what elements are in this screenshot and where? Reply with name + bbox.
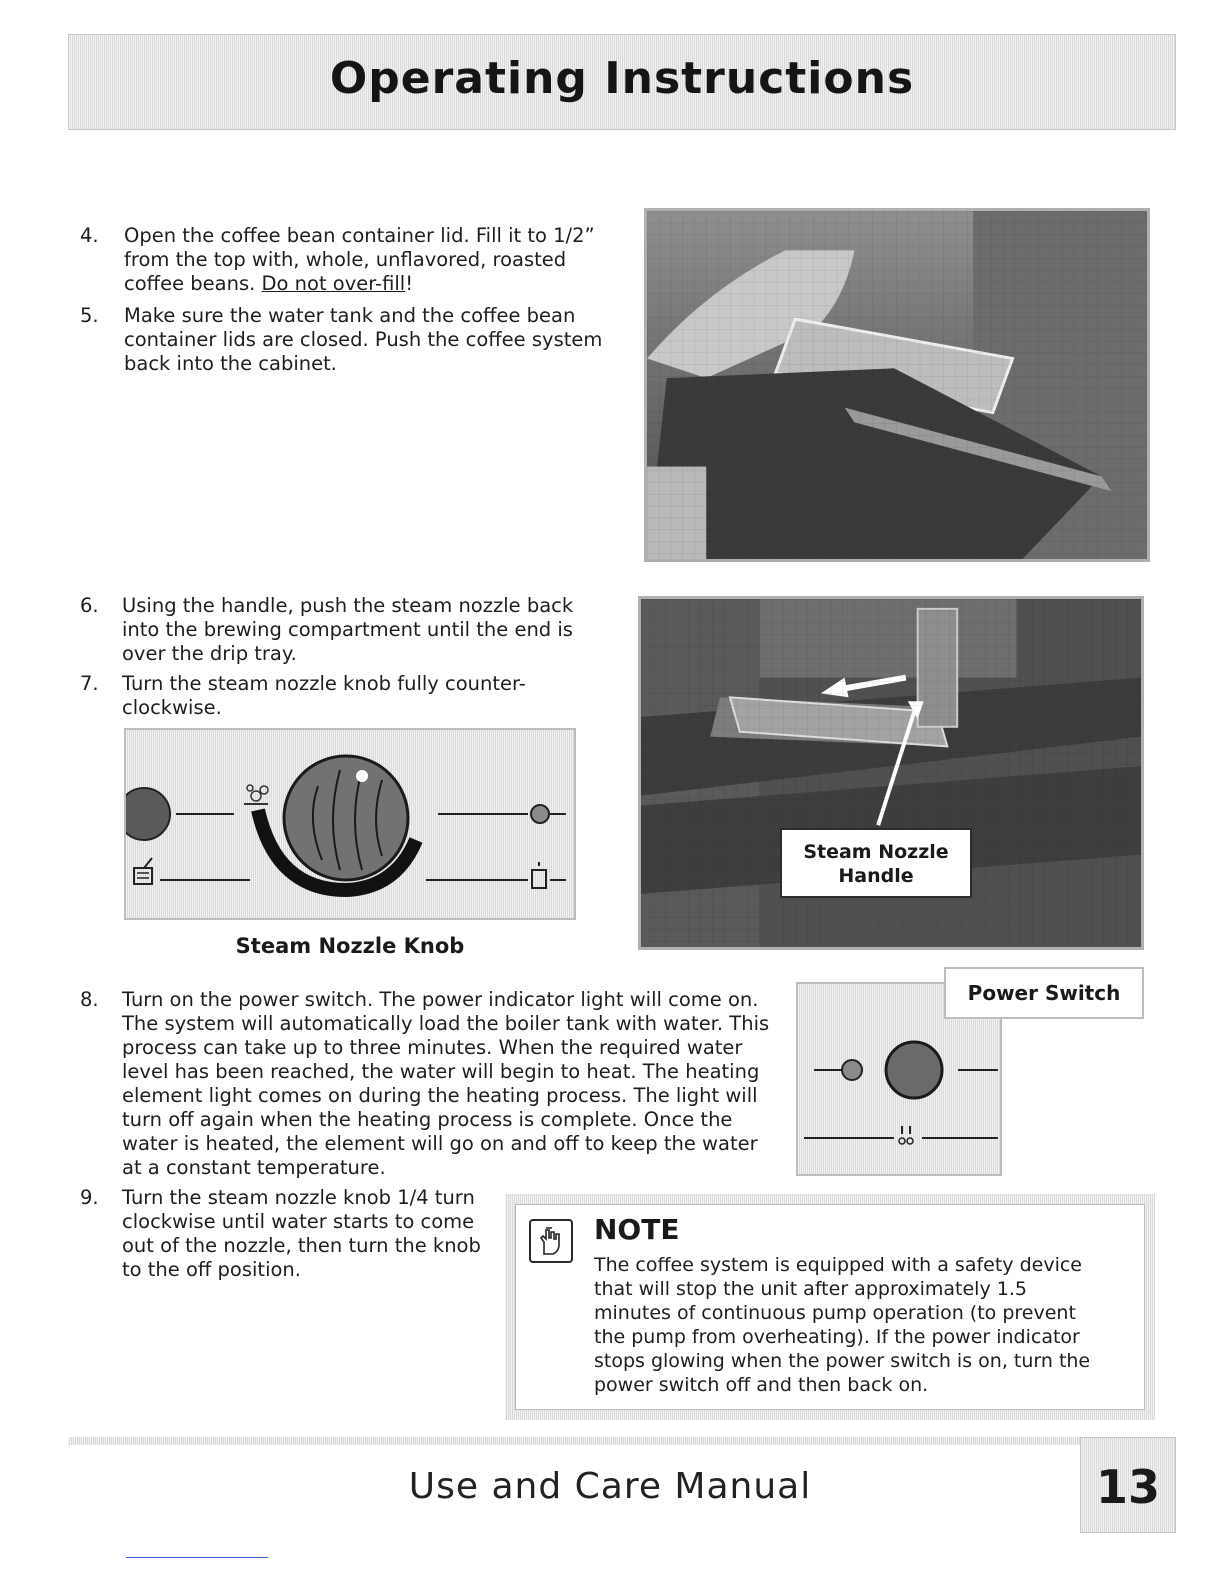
step-line — [124, 272, 644, 296]
cup-icon — [134, 858, 152, 884]
step-line: The system will automatically load the boiler tank with water. This — [122, 1012, 770, 1035]
step-number: 5. — [80, 304, 99, 327]
step-line: over the drip tray. — [122, 642, 297, 665]
step-line: water is heated, the element will go on and off to keep the water — [122, 1132, 758, 1155]
on-off-icon — [899, 1126, 913, 1144]
step-line: level has been reached, the water will begin to heat. The heating — [122, 1060, 760, 1083]
step-line: from the top with, whole, unflavored, roasted — [124, 248, 567, 271]
note-line: that will stop the unit after approximately 1.5 — [594, 1278, 1027, 1300]
step-line: element light comes on during the heating process. The light will — [122, 1084, 758, 1107]
knob-illustration — [126, 730, 576, 920]
step-line: clockwise until water starts to come — [122, 1210, 475, 1233]
note-line: minutes of continuous pump operation (to prevent — [594, 1302, 1076, 1324]
note-line: stops glowing when the power switch is on, turn the — [594, 1350, 1091, 1372]
bean-container-photo — [644, 208, 1150, 562]
divider — [126, 1557, 268, 1558]
power-switch-button — [886, 1042, 942, 1098]
note-box — [505, 1194, 1155, 1420]
steam-nozzle-knob-diagram — [124, 728, 576, 920]
note-line: power switch off and then back on. — [594, 1374, 929, 1396]
callout-line: Steam Nozzle — [803, 841, 949, 863]
step-line: clockwise. — [122, 696, 222, 719]
note-line: The coffee system is equipped with a safety device — [594, 1254, 1082, 1276]
knob-pointer-dot — [356, 770, 368, 782]
step-line: out of the nozzle, then turn the knob — [122, 1234, 481, 1257]
note-line: the pump from overheating). If the power indicator — [594, 1326, 1080, 1348]
steam-nozzle-handle-callout — [780, 828, 972, 898]
step-line: Turn the steam nozzle knob 1/4 turn — [122, 1186, 475, 1209]
step-number: 4. — [80, 224, 99, 247]
hand-note-icon — [529, 1219, 573, 1263]
step-number: 9. — [80, 1186, 99, 1209]
water-tank-icon — [532, 862, 546, 888]
step-line: Make sure the water tank and the coffee bean — [124, 304, 576, 327]
step-text: coffee beans. — [124, 272, 262, 295]
indicator-dot-icon — [531, 805, 549, 823]
step-line: Turn the steam nozzle knob fully counter- — [122, 672, 526, 695]
indicator-light-icon — [126, 788, 170, 840]
steam-icon — [244, 785, 268, 804]
power-indicator-icon — [842, 1060, 862, 1080]
step-line: to the off position. — [122, 1258, 301, 1281]
power-switch-callout: Power Switch — [944, 967, 1144, 1019]
step-line: process can take up to three minutes. When the required water — [122, 1036, 743, 1059]
step-number: 7. — [80, 672, 99, 695]
steam-nozzle-knob — [284, 756, 408, 880]
figure-caption: Steam Nozzle Knob — [235, 934, 465, 958]
note-body — [594, 1253, 1139, 1397]
step-line: Using the handle, push the steam nozzle back — [122, 594, 574, 617]
step-line: at a constant temperature. — [122, 1156, 386, 1179]
note-title: NOTE — [594, 1213, 680, 1246]
footer-rule — [68, 1437, 1080, 1445]
step-line: turn off again when the heating process is complete. Once the — [122, 1108, 733, 1131]
header-band — [68, 34, 1176, 130]
step-number: 6. — [80, 594, 99, 617]
page-number-box — [1080, 1437, 1176, 1533]
callout-line: Handle — [838, 865, 914, 887]
step-line: Open the coffee bean container lid. Fill it to 1/2” — [124, 224, 595, 247]
step-line: back into the cabinet. — [124, 352, 337, 375]
warning-text: Do not over-fill — [261, 272, 406, 295]
page-number: 13 — [1095, 1460, 1160, 1514]
bean-container-image — [647, 211, 1147, 559]
step-line: into the brewing compartment until the end is — [122, 618, 573, 641]
page-title: Operating Instructions — [329, 53, 915, 104]
step-number: 8. — [80, 988, 99, 1011]
footer-title: Use and Care Manual — [408, 1466, 812, 1507]
note-panel — [515, 1204, 1145, 1410]
step-line: Turn on the power switch. The power indicator light will come on. — [122, 988, 759, 1011]
step-line: container lids are closed. Push the coffee system — [124, 328, 603, 351]
step-text: ! — [405, 272, 414, 295]
